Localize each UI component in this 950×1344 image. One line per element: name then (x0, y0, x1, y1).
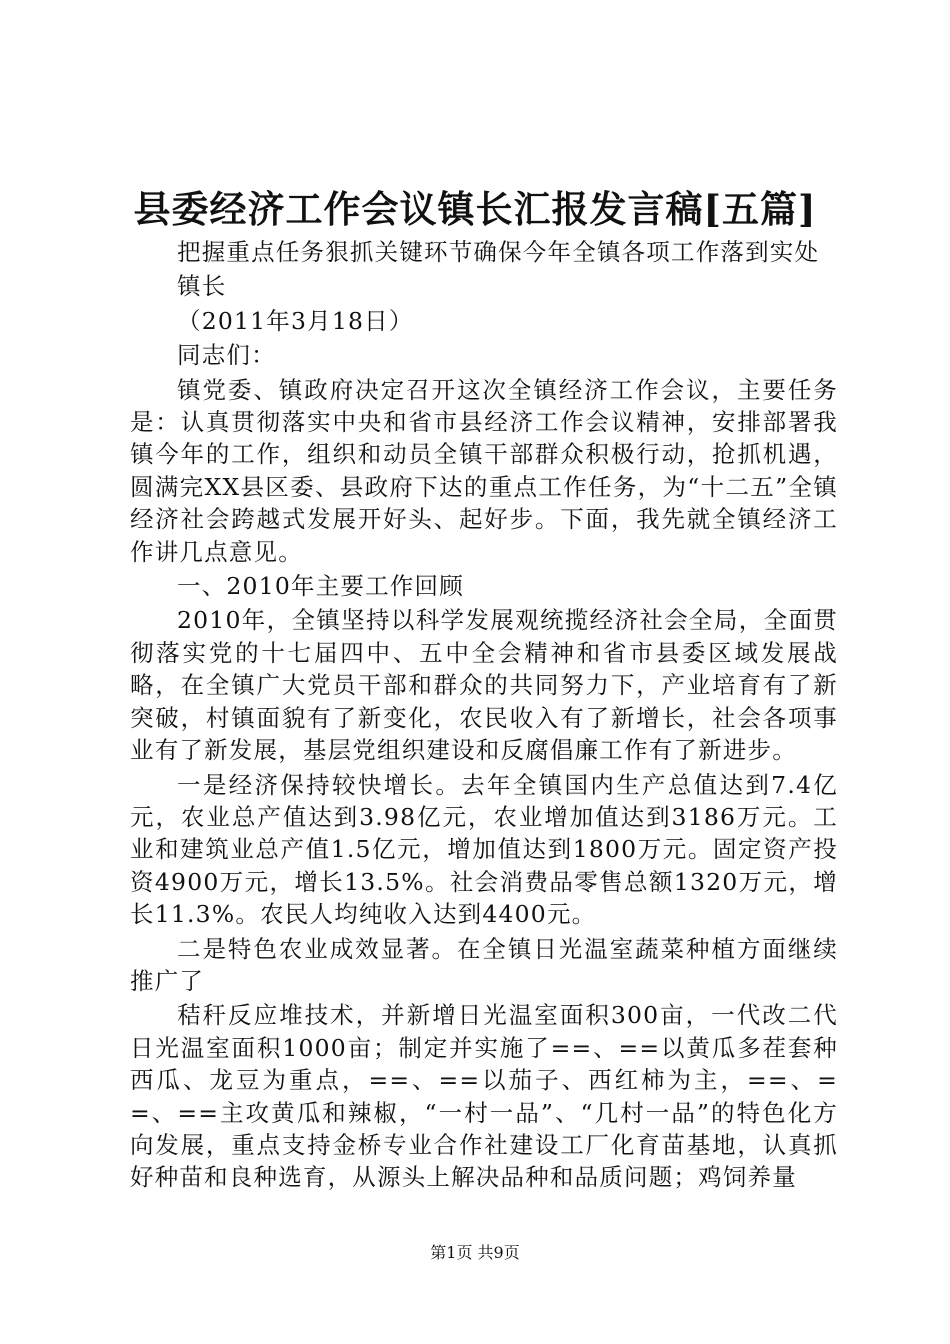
paragraph-agriculture-continued: 秸秆反应堆技术，并新增日光温室面积300亩，一代改二代日光温室面积1000亩；制定并实施了==、==以黄瓜多茬套种西瓜、龙豆为重点，==、==以茄子、西红柿为主，==、==、==主攻黄瓜和辣椒，“一村一品”、“几村一品”的特色化方向发展，重点支持金桥专业合作社建设工厂化育苗基地，认真抓好种苗和良种选育，从源头上解决品种和品质问题；鸡饲养量 (130, 1001, 838, 1192)
paragraph-section-heading: 一、2010年主要工作回顾 (177, 572, 464, 601)
paragraph-speaker: 镇长 (177, 272, 227, 301)
paragraph-date: （2011年3月18日） (177, 306, 414, 335)
document-title: 县委经济工作会议镇长汇报发言稿[五篇] (133, 187, 817, 231)
paragraph-agriculture: 二是特色农业成效显著。在全镇日光温室蔬菜种植方面继续推广了 (130, 934, 838, 995)
document-body (130, 236, 838, 1194)
paragraph-intro: 镇党委、镇政府决定召开这次全镇经济工作会议，主要任务是：认真贯彻落实中央和省市县经济工作会议精神，安排部署我镇今年的工作，组织和动员全镇干部群众积极行动，抢抓机遇，圆满完XX县区委、县政府下达的重点工作任务，为“十二五”全镇经济社会跨越式发展开好头、起好步。下面，我先就全镇经济工作讲几点意见。 (130, 375, 838, 566)
paragraph-subtitle: 把握重点任务狠抓关键环节确保今年全镇各项工作落到实处 (177, 238, 820, 266)
page-indicator: 第1页 共9页 (430, 1243, 520, 1262)
paragraph-salutation: 同志们： (177, 341, 276, 370)
paragraph-economy: 一是经济保持较快增长。去年全镇国内生产总值达到7.4亿元，农业总产值达到3.98亿元，农业增加值达到3186万元。工业和建筑业总产值1.5亿元，增加值达到1800万元。固定资产投资4900万元，增长13.5%。社会消费品零售总额1320万元，增长11.3%。农民人均纯收入达到4400元。 (130, 770, 838, 929)
paragraph-review: 2010年，全镇坚持以科学发展观统揽经济社会全局，全面贯彻落实党的十七届四中、五中全会精神和省市县委区域发展战略，在全镇广大党员干部和群众的共同努力下，产业培育有了新突破，村镇面貌有了新变化，农民收入有了新增长，社会各项事业有了新发展，基层党组织建设和反腐倡廉工作有了新进步。 (130, 606, 838, 765)
